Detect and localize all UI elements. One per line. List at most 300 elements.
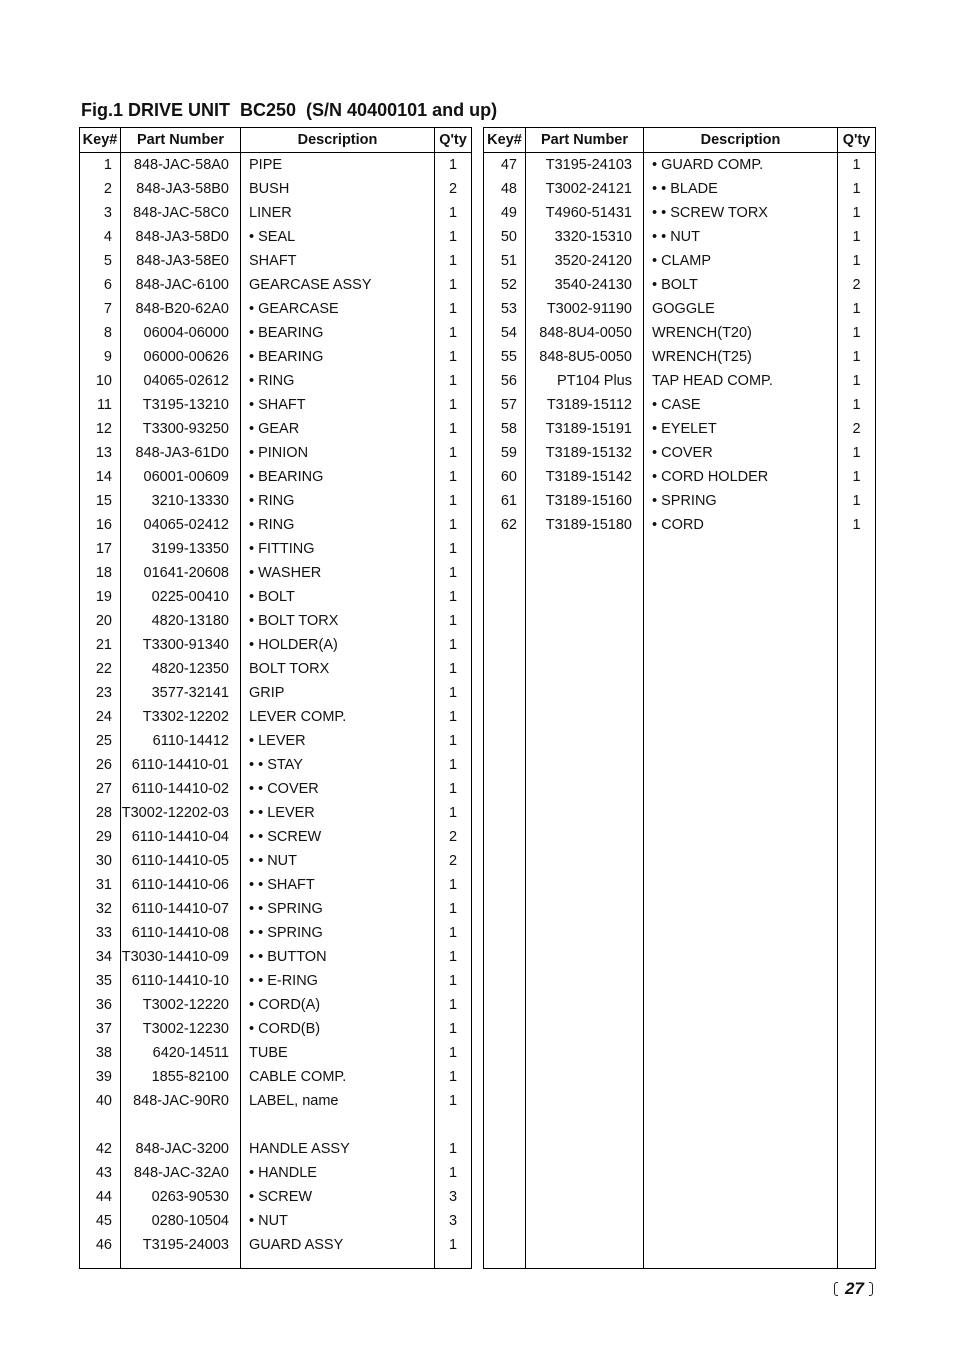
column-filler xyxy=(80,1257,121,1268)
description-cell: • HANDLE xyxy=(241,1161,435,1185)
description-cell: • CORD HOLDER xyxy=(644,465,838,489)
description-cell: • FITTING xyxy=(241,537,435,561)
quantity-cell: 1 xyxy=(852,205,861,221)
description-cell: • SEAL xyxy=(241,225,435,249)
part-number-cell: 6110-14410-07 xyxy=(121,897,241,921)
quantity-cell: 2 xyxy=(852,277,861,293)
quantity-cell: 1 xyxy=(852,397,861,413)
table-row xyxy=(80,441,471,465)
table-row xyxy=(80,729,471,753)
key-cell: 17 xyxy=(80,537,121,561)
part-number-cell: 3540-24130 xyxy=(526,273,644,297)
table-row xyxy=(80,153,471,177)
part-number-cell: T3189-15191 xyxy=(526,417,644,441)
table-row xyxy=(80,1233,471,1257)
description-cell: • SCREW xyxy=(241,1185,435,1209)
key-cell: 33 xyxy=(80,921,121,945)
table-row xyxy=(484,441,875,465)
part-number-cell: 3577-32141 xyxy=(121,681,241,705)
quantity-cell: 1 xyxy=(852,469,861,485)
key-cell xyxy=(80,1113,121,1137)
part-number-cell: 6110-14412 xyxy=(121,729,241,753)
table-row xyxy=(80,993,471,1017)
key-cell: 19 xyxy=(80,585,121,609)
description-cell: • GEARCASE xyxy=(241,297,435,321)
table-row xyxy=(80,825,471,849)
description-cell: • • SPRING xyxy=(241,921,435,945)
part-number-cell: 6110-14410-05 xyxy=(121,849,241,873)
table-row xyxy=(80,465,471,489)
key-cell: 3 xyxy=(80,201,121,225)
part-number-cell: 3210-13330 xyxy=(121,489,241,513)
table-row xyxy=(80,609,471,633)
description-cell: • SHAFT xyxy=(241,393,435,417)
quantity-cell: 1 xyxy=(448,445,458,461)
description-cell: • COVER xyxy=(644,441,838,465)
quantity-cell: 1 xyxy=(852,517,861,533)
quantity-cell: 1 xyxy=(448,397,458,413)
description-cell: • CLAMP xyxy=(644,249,838,273)
key-cell: 32 xyxy=(80,897,121,921)
part-number-cell: 1855-82100 xyxy=(121,1065,241,1089)
quantity-cell: 2 xyxy=(448,181,458,197)
part-number-cell: 4820-13180 xyxy=(121,609,241,633)
quantity-cell: 3 xyxy=(448,1189,458,1205)
table-row xyxy=(80,969,471,993)
table-row xyxy=(80,801,471,825)
quantity-cell: 3 xyxy=(448,1213,458,1229)
description-cell: SHAFT xyxy=(241,249,435,273)
part-number-cell: 0280-10504 xyxy=(121,1209,241,1233)
table-row xyxy=(484,249,875,273)
part-number-cell: 01641-20608 xyxy=(121,561,241,585)
quantity-cell: 1 xyxy=(448,1165,458,1181)
table-row xyxy=(80,897,471,921)
table-row xyxy=(80,1089,471,1113)
key-cell: 39 xyxy=(80,1065,121,1089)
description-cell: • BEARING xyxy=(241,345,435,369)
key-cell: 37 xyxy=(80,1017,121,1041)
quantity-cell: 1 xyxy=(448,469,458,485)
description-cell: • GUARD COMP. xyxy=(644,153,838,177)
description-cell: • EYELET xyxy=(644,417,838,441)
part-number-cell: T3002-12220 xyxy=(121,993,241,1017)
part-number-cell: T3030-14410-09 xyxy=(121,945,241,969)
table-row xyxy=(80,1137,471,1161)
key-cell: 45 xyxy=(80,1209,121,1233)
description-cell: • • SPRING xyxy=(241,897,435,921)
part-number-cell: 6110-14410-10 xyxy=(121,969,241,993)
key-cell: 49 xyxy=(484,201,526,225)
table-row xyxy=(80,369,471,393)
key-cell: 15 xyxy=(80,489,121,513)
table-row xyxy=(484,177,875,201)
quantity-cell: 1 xyxy=(448,709,458,725)
description-cell: • RING xyxy=(241,369,435,393)
table-row xyxy=(80,705,471,729)
part-number-cell: 3520-24120 xyxy=(526,249,644,273)
part-number-cell: 848-8U5-0050 xyxy=(526,345,644,369)
table-row xyxy=(80,585,471,609)
quantity-cell: 1 xyxy=(448,565,458,581)
description-cell: BUSH xyxy=(241,177,435,201)
description-cell: • • BLADE xyxy=(644,177,838,201)
part-number-cell: T3195-13210 xyxy=(121,393,241,417)
part-number-cell: T3189-15180 xyxy=(526,513,644,537)
quantity-cell: 1 xyxy=(448,421,458,437)
column-header-part-number: Part Number xyxy=(121,128,241,152)
key-cell: 25 xyxy=(80,729,121,753)
key-cell: 58 xyxy=(484,417,526,441)
description-cell: LEVER COMP. xyxy=(241,705,435,729)
quantity-cell: 1 xyxy=(448,805,458,821)
table-row xyxy=(80,489,471,513)
key-cell: 1 xyxy=(80,153,121,177)
key-cell: 62 xyxy=(484,513,526,537)
description-cell: GRIP xyxy=(241,681,435,705)
column-filler xyxy=(241,1257,435,1268)
column-filler xyxy=(838,537,875,1268)
part-number-cell: 848-B20-62A0 xyxy=(121,297,241,321)
figure-title: Fig.1 DRIVE UNIT BC250 (S/N 40400101 and up) xyxy=(81,100,498,120)
description-cell: TAP HEAD COMP. xyxy=(644,369,838,393)
description-cell: GEARCASE ASSY xyxy=(241,273,435,297)
quantity-cell: 1 xyxy=(852,349,861,365)
quantity-cell: 1 xyxy=(852,493,861,509)
table-header-row xyxy=(80,128,471,153)
key-cell: 24 xyxy=(80,705,121,729)
table-row xyxy=(80,513,471,537)
quantity-cell: 1 xyxy=(448,1237,458,1253)
part-number-cell: 848-JA3-58B0 xyxy=(121,177,241,201)
table-row xyxy=(80,945,471,969)
part-number-cell: 04065-02612 xyxy=(121,369,241,393)
part-number-cell: T3002-12202-03 xyxy=(121,801,241,825)
description-cell: • BOLT xyxy=(644,273,838,297)
description-cell: WRENCH(T25) xyxy=(644,345,838,369)
table-row xyxy=(80,921,471,945)
description-cell: • HOLDER(A) xyxy=(241,633,435,657)
quantity-cell: 1 xyxy=(448,301,458,317)
description-cell: • BOLT xyxy=(241,585,435,609)
quantity-cell: 1 xyxy=(448,325,458,341)
part-number-cell: T3002-91190 xyxy=(526,297,644,321)
description-cell: • • BUTTON xyxy=(241,945,435,969)
table-row xyxy=(484,273,875,297)
table-row xyxy=(80,1065,471,1089)
description-cell: • • E-RING xyxy=(241,969,435,993)
table-row xyxy=(80,753,471,777)
description-cell: • PINION xyxy=(241,441,435,465)
quantity-cell: 1 xyxy=(448,1141,458,1157)
quantity-cell: 1 xyxy=(448,973,458,989)
description-cell: GOGGLE xyxy=(644,297,838,321)
column-filler xyxy=(526,537,644,1268)
table-row xyxy=(80,417,471,441)
table-row xyxy=(80,849,471,873)
quantity-cell: 1 xyxy=(852,325,861,341)
quantity-cell: 1 xyxy=(448,661,458,677)
key-cell: 54 xyxy=(484,321,526,345)
table-row xyxy=(80,225,471,249)
table-row xyxy=(80,1161,471,1185)
key-cell: 61 xyxy=(484,489,526,513)
part-number-cell: 848-JA3-58E0 xyxy=(121,249,241,273)
part-number-cell: 848-JA3-58D0 xyxy=(121,225,241,249)
key-cell: 28 xyxy=(80,801,121,825)
column-filler xyxy=(484,537,526,1268)
quantity-cell: 1 xyxy=(448,205,458,221)
table-row xyxy=(80,345,471,369)
quantity-cell: 1 xyxy=(448,637,458,653)
description-cell: • CORD xyxy=(644,513,838,537)
table-row xyxy=(80,1185,471,1209)
part-number-cell: 0225-00410 xyxy=(121,585,241,609)
key-cell: 42 xyxy=(80,1137,121,1161)
key-cell: 52 xyxy=(484,273,526,297)
key-cell: 20 xyxy=(80,609,121,633)
part-number-cell: T3189-15112 xyxy=(526,393,644,417)
column-filler xyxy=(435,1257,471,1268)
description-cell: • SPRING xyxy=(644,489,838,513)
quantity-cell: 1 xyxy=(852,229,861,245)
description-cell: • • SCREW xyxy=(241,825,435,849)
part-number-cell: 6110-14410-08 xyxy=(121,921,241,945)
quantity-cell: 1 xyxy=(448,229,458,245)
key-cell: 55 xyxy=(484,345,526,369)
column-header-qty: Q'ty xyxy=(842,132,871,148)
part-number-cell: 6110-14410-01 xyxy=(121,753,241,777)
key-cell: 8 xyxy=(80,321,121,345)
part-number-cell: 848-JAC-32A0 xyxy=(121,1161,241,1185)
description-cell: • LEVER xyxy=(241,729,435,753)
description-cell: • • LEVER xyxy=(241,801,435,825)
key-cell: 40 xyxy=(80,1089,121,1113)
description-cell: GUARD ASSY xyxy=(241,1233,435,1257)
key-cell: 46 xyxy=(80,1233,121,1257)
key-cell: 43 xyxy=(80,1161,121,1185)
key-cell: 10 xyxy=(80,369,121,393)
table-header-row xyxy=(484,128,875,153)
key-cell: 16 xyxy=(80,513,121,537)
part-number-cell: 848-JAC-58C0 xyxy=(121,201,241,225)
quantity-cell: 1 xyxy=(852,181,861,197)
quantity-cell: 1 xyxy=(448,757,458,773)
key-cell: 36 xyxy=(80,993,121,1017)
quantity-cell: 1 xyxy=(448,277,458,293)
description-cell: • NUT xyxy=(241,1209,435,1233)
table-row xyxy=(80,777,471,801)
column-filler xyxy=(644,537,838,1268)
key-cell: 14 xyxy=(80,465,121,489)
quantity-cell: 1 xyxy=(448,877,458,893)
key-cell: 22 xyxy=(80,657,121,681)
key-cell: 29 xyxy=(80,825,121,849)
table-row xyxy=(484,393,875,417)
quantity-cell: 1 xyxy=(448,1069,458,1085)
table-row xyxy=(80,201,471,225)
part-number-cell: T3002-24121 xyxy=(526,177,644,201)
parts-table-right xyxy=(483,127,876,1269)
part-number-cell: T3300-93250 xyxy=(121,417,241,441)
part-number-cell: T3302-12202 xyxy=(121,705,241,729)
key-cell: 21 xyxy=(80,633,121,657)
key-cell: 57 xyxy=(484,393,526,417)
key-cell: 31 xyxy=(80,873,121,897)
part-number-cell: 3199-13350 xyxy=(121,537,241,561)
table-row xyxy=(484,369,875,393)
quantity-cell: 1 xyxy=(448,781,458,797)
part-number-cell xyxy=(121,1113,241,1137)
quantity-cell: 1 xyxy=(448,517,458,533)
quantity-cell: 1 xyxy=(448,541,458,557)
description-cell: • CORD(A) xyxy=(241,993,435,1017)
table-row xyxy=(80,393,471,417)
key-cell: 44 xyxy=(80,1185,121,1209)
part-number-cell: T3195-24103 xyxy=(526,153,644,177)
key-cell: 18 xyxy=(80,561,121,585)
table-row xyxy=(484,417,875,441)
table-row xyxy=(484,489,875,513)
quantity-cell: 1 xyxy=(448,157,458,173)
key-cell: 56 xyxy=(484,369,526,393)
table-row xyxy=(484,297,875,321)
description-cell: PIPE xyxy=(241,153,435,177)
key-cell: 51 xyxy=(484,249,526,273)
key-cell: 34 xyxy=(80,945,121,969)
key-cell: 38 xyxy=(80,1041,121,1065)
key-cell: 59 xyxy=(484,441,526,465)
description-cell: • BEARING xyxy=(241,465,435,489)
table-row xyxy=(484,321,875,345)
table-row xyxy=(484,513,875,537)
part-number-cell: T3002-12230 xyxy=(121,1017,241,1041)
table-row xyxy=(484,345,875,369)
key-cell: 26 xyxy=(80,753,121,777)
quantity-cell: 2 xyxy=(448,853,458,869)
part-number-cell: 848-JA3-61D0 xyxy=(121,441,241,465)
description-cell: LINER xyxy=(241,201,435,225)
key-cell: 27 xyxy=(80,777,121,801)
description-cell: • GEAR xyxy=(241,417,435,441)
key-cell: 11 xyxy=(80,393,121,417)
description-cell: • CORD(B) xyxy=(241,1017,435,1041)
key-cell: 12 xyxy=(80,417,121,441)
page-number-text: 27 xyxy=(845,1279,864,1298)
quantity-cell: 1 xyxy=(448,589,458,605)
column-header-description: Description xyxy=(644,128,838,152)
part-number-cell: 0263-90530 xyxy=(121,1185,241,1209)
description-cell: • BOLT TORX xyxy=(241,609,435,633)
quantity-cell: 1 xyxy=(448,733,458,749)
column-header-key: Key# xyxy=(80,128,121,152)
part-number-cell: T3189-15160 xyxy=(526,489,644,513)
key-cell: 9 xyxy=(80,345,121,369)
table-filler xyxy=(80,1257,471,1268)
part-number-cell: 848-JAC-58A0 xyxy=(121,153,241,177)
description-cell: • WASHER xyxy=(241,561,435,585)
key-cell: 53 xyxy=(484,297,526,321)
quantity-cell: 1 xyxy=(448,613,458,629)
column-filler xyxy=(121,1257,241,1268)
table-row xyxy=(80,633,471,657)
part-number-cell: 848-JAC-90R0 xyxy=(121,1089,241,1113)
quantity-cell: 2 xyxy=(852,421,861,437)
quantity-cell: 1 xyxy=(448,685,458,701)
table-row xyxy=(80,681,471,705)
table-row xyxy=(484,153,875,177)
key-cell: 48 xyxy=(484,177,526,201)
description-cell: • • SCREW TORX xyxy=(644,201,838,225)
table-row xyxy=(80,273,471,297)
table-row xyxy=(80,561,471,585)
table-row xyxy=(80,1209,471,1233)
table-filler xyxy=(484,537,875,1268)
key-cell: 13 xyxy=(80,441,121,465)
table-row xyxy=(80,321,471,345)
part-number-cell: T3195-24003 xyxy=(121,1233,241,1257)
column-header-description: Description xyxy=(241,128,435,152)
description-cell: • • NUT xyxy=(644,225,838,249)
part-number-cell: 6110-14410-04 xyxy=(121,825,241,849)
description-cell: WRENCH(T20) xyxy=(644,321,838,345)
part-number-cell: PT104 Plus xyxy=(526,369,644,393)
part-number-cell: 4820-12350 xyxy=(121,657,241,681)
part-number-cell: 848-8U4-0050 xyxy=(526,321,644,345)
description-cell: • • STAY xyxy=(241,753,435,777)
part-number-cell: T3300-91340 xyxy=(121,633,241,657)
key-cell: 35 xyxy=(80,969,121,993)
quantity-cell: 1 xyxy=(448,1093,458,1109)
description-cell xyxy=(241,1113,435,1137)
table-row xyxy=(80,1113,471,1137)
description-cell: TUBE xyxy=(241,1041,435,1065)
column-header-qty: Q'ty xyxy=(439,132,467,148)
quantity-cell xyxy=(435,1113,471,1137)
quantity-cell: 1 xyxy=(448,1045,458,1061)
quantity-cell: 1 xyxy=(448,373,458,389)
quantity-cell: 1 xyxy=(448,949,458,965)
key-cell: 23 xyxy=(80,681,121,705)
table-row xyxy=(80,297,471,321)
quantity-cell: 1 xyxy=(852,157,861,173)
page-number-bracket-right xyxy=(869,1282,873,1296)
column-header-key: Key# xyxy=(484,128,526,152)
key-cell: 4 xyxy=(80,225,121,249)
part-number-cell: 06004-06000 xyxy=(121,321,241,345)
quantity-cell: 1 xyxy=(448,925,458,941)
quantity-cell: 1 xyxy=(852,445,861,461)
quantity-cell: 1 xyxy=(448,1021,458,1037)
page-number xyxy=(834,1280,873,1298)
key-cell: 60 xyxy=(484,465,526,489)
description-cell: • • NUT xyxy=(241,849,435,873)
part-number-cell: T4960-51431 xyxy=(526,201,644,225)
description-cell: • RING xyxy=(241,513,435,537)
key-cell: 6 xyxy=(80,273,121,297)
description-cell: CABLE COMP. xyxy=(241,1065,435,1089)
description-cell: LABEL, name xyxy=(241,1089,435,1113)
quantity-cell: 1 xyxy=(852,373,861,389)
table-row xyxy=(80,537,471,561)
table-row xyxy=(80,657,471,681)
table-row xyxy=(80,249,471,273)
key-cell: 7 xyxy=(80,297,121,321)
table-row xyxy=(484,465,875,489)
part-number-cell: 848-JAC-6100 xyxy=(121,273,241,297)
key-cell: 2 xyxy=(80,177,121,201)
description-cell: • CASE xyxy=(644,393,838,417)
